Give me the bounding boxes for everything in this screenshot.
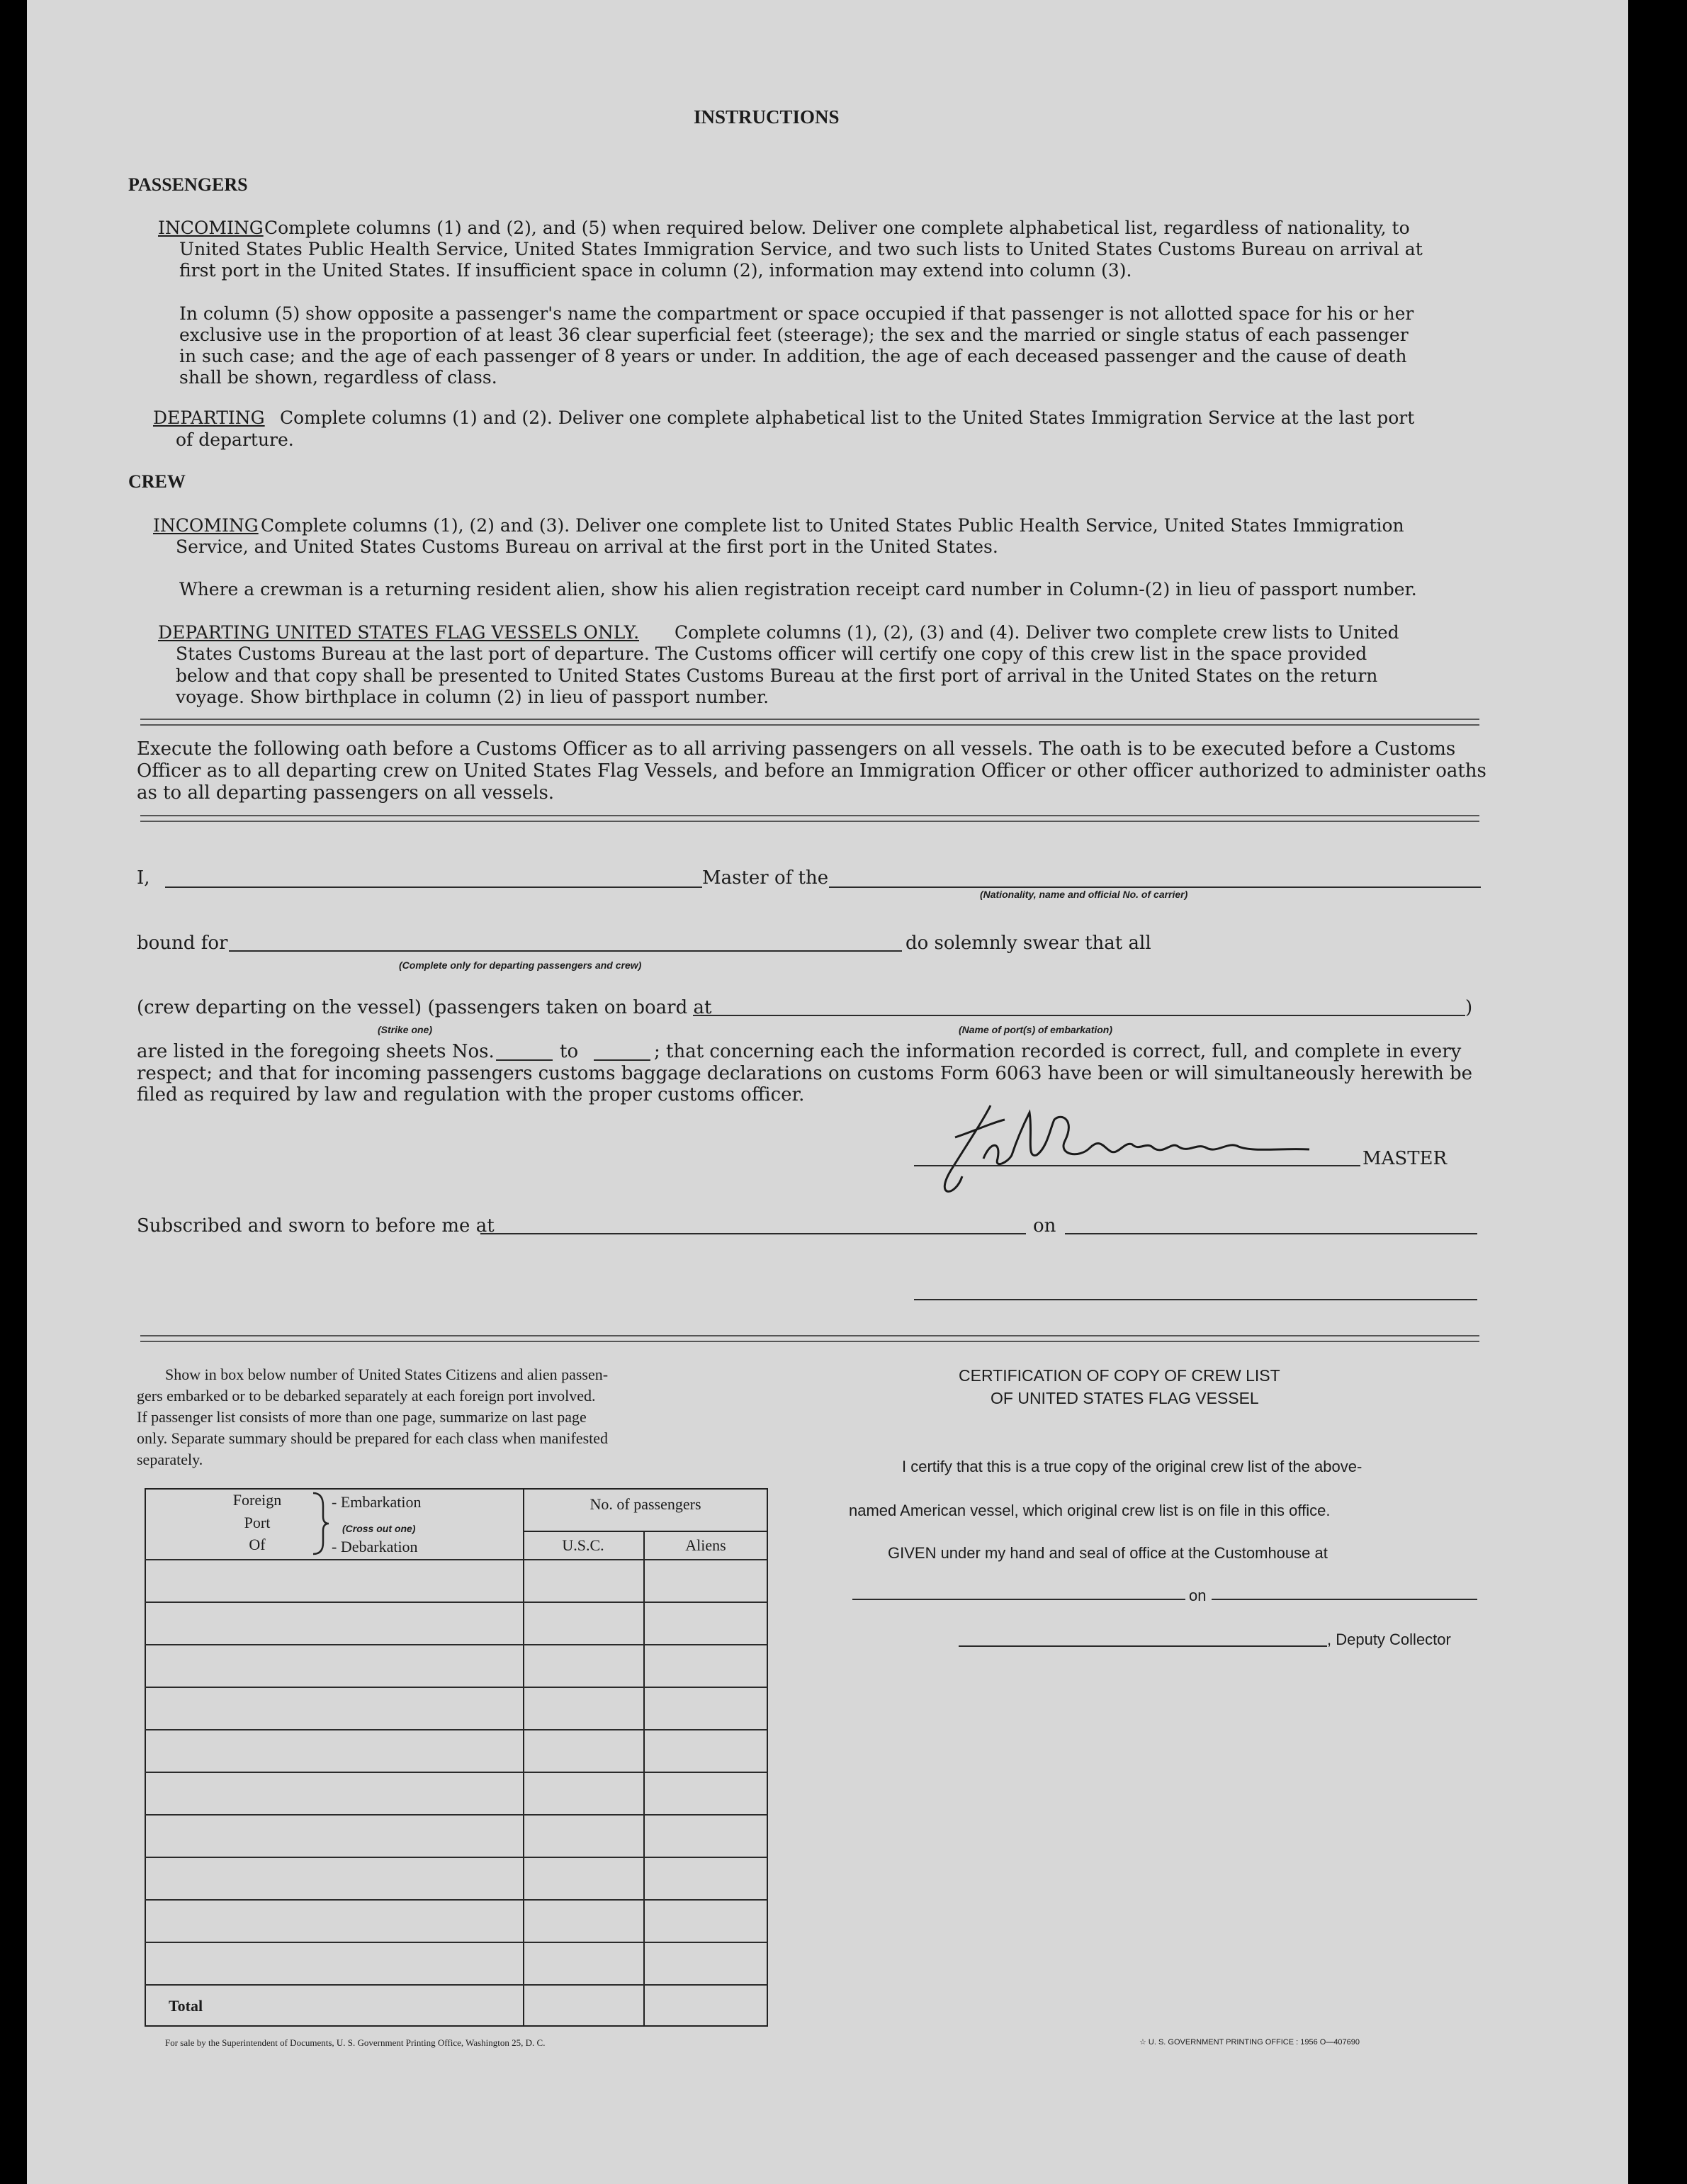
passengers-departing-label: DEPARTING [153, 407, 265, 428]
footer-right: ☆ U. S. GOVERNMENT PRINTING OFFICE : 1956 O—407690 [1139, 2038, 1360, 2047]
strike-hint: (Strike one) [378, 1024, 433, 1035]
passengers-heading: PASSENGERS [128, 174, 248, 195]
crew-heading: CREW [128, 471, 186, 492]
page-title: INSTRUCTIONS [694, 106, 840, 128]
form-page [27, 0, 1628, 2184]
crew-passengers-label: (crew departing on the vessel) (passengers taken on board at [137, 997, 712, 1018]
certification-line-1: I certify that this is a true copy of the original crew list of the above- [902, 1458, 1362, 1475]
crew-departing-line-3: below and that copy shall be presented to United States Customs Bureau at the first port of arrival in the United States on the return [176, 665, 1378, 686]
crew-incoming-line-1: Complete columns (1), (2) and (3). Deliver one complete list to United States Public Health Service, United States Immigration [261, 515, 1404, 536]
embarkation-option[interactable]: - Embarkation [332, 1493, 422, 1511]
crew-incoming-label: INCOMING [153, 515, 259, 536]
cross-out-hint: (Cross out one) [342, 1523, 416, 1534]
swear-label: do solemnly swear that all [905, 933, 1151, 954]
sheet-from-field[interactable] [496, 1059, 553, 1061]
crew-departing-label: DEPARTING UNITED STATES FLAG VESSELS ONLY. [158, 622, 640, 643]
sworn-on-label: on [1033, 1215, 1056, 1237]
certification-on-label: on [1189, 1587, 1207, 1604]
listed-line-2: respect; and that for incoming passengers customs baggage declarations on customs Form 6063 have been or will simultaneously herewith be [137, 1063, 1473, 1084]
oath-i-label: I, [137, 867, 150, 889]
crew-resident-line: Where a crewman is a returning resident alien, show his alien registration receipt card number in Column-(2) in lieu of passport number. [179, 579, 1417, 600]
close-paren: ) [1465, 997, 1473, 1018]
listed-line-3: filed as required by law and regulation with the proper customs officer. [137, 1084, 805, 1105]
debarkation-option[interactable]: - Debarkation [332, 1538, 418, 1555]
aliens-header: Aliens [685, 1536, 726, 1554]
deputy-collector-label: , Deputy Collector [1327, 1631, 1451, 1648]
customhouse-field[interactable] [852, 1599, 1185, 1600]
passengers-departing-line-1: Complete columns (1) and (2). Deliver one complete alphabetical list to the United States Immigration Service at the last port [280, 407, 1415, 428]
officer-signature-field[interactable] [914, 1299, 1477, 1300]
crew-departing-line-2: States Customs Bureau at the last port of departure. The Customs officer will certify one copy of this crew list in the space provided [176, 643, 1367, 664]
sworn-date-field[interactable] [1065, 1233, 1477, 1234]
master-name-field[interactable] [165, 886, 702, 888]
crew-departing-line-1: Complete columns (1), (2), (3) and (4). Deliver two complete crew lists to United [675, 622, 1399, 643]
oath-intro-line-1: Execute the following oath before a Customs Officer as to all arriving passengers on all vessels. The oath is to be executed before a Customs [137, 738, 1456, 760]
summary-intro-line-1: Show in box below number of United States Citizens and alien passen- [165, 1366, 609, 1383]
carrier-hint: (Nationality, name and official No. of carrier) [980, 889, 1188, 900]
embarkation-port-field[interactable] [693, 1015, 1465, 1016]
summary-intro-line-4: only. Separate summary should be prepared for each class when manifested [137, 1429, 609, 1447]
certification-line-3: GIVEN under my hand and seal of office at the Customhouse at [888, 1544, 1328, 1562]
master-label: MASTER [1362, 1148, 1448, 1169]
column5-line-4: shall be shown, regardless of class. [179, 367, 497, 388]
column5-line-1: In column (5) show opposite a passenger's name the compartment or space occupied if that passenger is not allotted space for his or her [179, 303, 1414, 324]
certification-date-field[interactable] [1212, 1599, 1477, 1600]
oath-intro-line-3: as to all departing passengers on all vessels. [137, 782, 555, 804]
divider [140, 815, 1479, 822]
passengers-incoming-label: INCOMING [158, 218, 264, 238]
passengers-incoming-line-1: Complete columns (1) and (2), and (5) when required below. Deliver one complete alphabetical list, regardless of nationality, to [264, 218, 1410, 238]
master-of-the-label: Master of the [702, 867, 829, 889]
port-header: Port [244, 1514, 271, 1531]
oath-intro-line-2: Officer as to all departing crew on United States Flag Vessels, and before an Immigration Officer or other officer authorized to administer oaths [137, 760, 1486, 782]
bound-for-label: bound for [137, 933, 228, 954]
bound-for-field[interactable] [229, 950, 902, 952]
subscribed-label: Subscribed and sworn to before me at [137, 1215, 495, 1237]
summary-intro-line-2: gers embarked or to be debarked separately at each foreign port involved. [137, 1387, 596, 1405]
sworn-place-field[interactable] [480, 1233, 1026, 1234]
summary-intro-line-3: If passenger list consists of more than one page, summarize on last page [137, 1408, 587, 1426]
brace-icon [310, 1492, 332, 1555]
bound-for-hint: (Complete only for departing passengers and crew) [399, 959, 642, 971]
listed-label: are listed in the foregoing sheets Nos. [137, 1041, 495, 1062]
sheet-to-field[interactable] [594, 1059, 650, 1061]
column5-line-3: in such case; and the age of each passenger of 8 years or under. In addition, the age of each deceased passenger and the cause of death [179, 346, 1407, 366]
foreign-header: Foreign [232, 1491, 282, 1509]
to-label: to [560, 1041, 579, 1062]
certification-title-2: OF UNITED STATES FLAG VESSEL [991, 1389, 1259, 1407]
passengers-incoming-line-3: first port in the United States. If insufficient space in column (2), information may extend into column (3). [179, 260, 1132, 281]
passengers-incoming-line-2: United States Public Health Service, United States Immigration Service, and two such lists to United States Customs Bureau on arrival at [179, 239, 1423, 259]
crew-departing-line-4: voyage. Show birthplace in column (2) in lieu of passport number. [176, 687, 769, 707]
no-of-passengers-header: No. of passengers [589, 1495, 701, 1513]
master-signature-line[interactable] [914, 1165, 1360, 1166]
passengers-departing-line-2: of departure. [176, 429, 294, 450]
deputy-collector-signature-field[interactable] [959, 1645, 1327, 1647]
divider [140, 1335, 1479, 1342]
of-header: Of [249, 1536, 266, 1553]
column5-line-2: exclusive use in the proportion of at least 36 clear superficial feet (steerage); the sex and the married or single status of each passenger [179, 325, 1409, 345]
port-hint: (Name of port(s) of embarkation) [959, 1024, 1113, 1035]
crew-incoming-line-2: Service, and United States Customs Bureau on arrival at the first port in the United States. [176, 536, 998, 557]
master-signature [913, 1091, 1352, 1205]
footer-left: For sale by the Superintendent of Documents, U. S. Government Printing Office, Washington 25, D. C. [165, 2037, 546, 2048]
listed-line-1-rest: ; that concerning each the information recorded is correct, full, and complete in every [654, 1041, 1462, 1062]
divider [140, 719, 1479, 726]
certification-line-2: named American vessel, which original crew list is on file in this office. [849, 1502, 1331, 1519]
total-label: Total [169, 1997, 203, 2015]
summary-intro-line-5: separately. [137, 1451, 203, 1468]
certification-title-1: CERTIFICATION OF COPY OF CREW LIST [959, 1366, 1280, 1385]
usc-header: U.S.C. [562, 1536, 604, 1554]
